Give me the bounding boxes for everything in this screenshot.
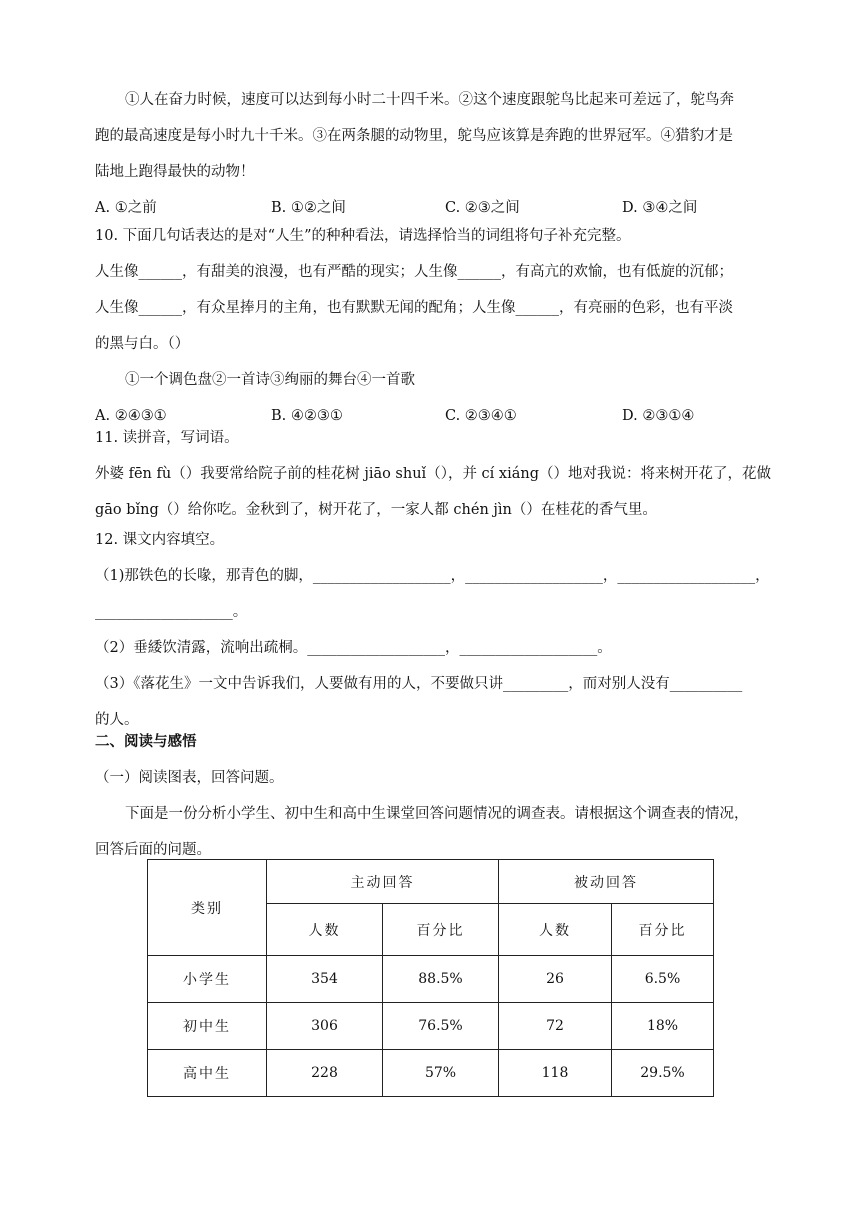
- q9-option-d[interactable]: D. ③④之间: [622, 200, 698, 216]
- q9-line-1: ①人在奋力时候，速度可以达到每小时二十四千米。②这个速度跟鸵鸟比起来可差远了，鸵鸟奔: [125, 92, 734, 108]
- table-row: [148, 956, 714, 1003]
- section-2-intro-line-1: 下面是一份分析小学生、初中生和高中生课堂回答问题情况的调查表。请根据这个调查表的情况，: [125, 806, 749, 822]
- table-row: [148, 1050, 714, 1097]
- header-passive-answer: 被动回答: [499, 860, 714, 904]
- table-row: [148, 1003, 714, 1050]
- active-percent-cell: 57%: [383, 1050, 499, 1097]
- section-2-subtitle: （一）阅读图表，回答问题。: [95, 770, 284, 786]
- q9-line-2: 跑的最高速度是每小时九十千米。③在两条腿的动物里，鸵鸟应该算是奔跑的世界冠军。④猎豹才是: [95, 128, 733, 144]
- passive-percent-cell: 29.5%: [612, 1050, 714, 1097]
- section-2-title: 二、阅读与感悟: [95, 733, 197, 750]
- table-header-row-1: [148, 860, 714, 904]
- section-2-intro-line-2: 回答后面的问题。: [95, 842, 211, 858]
- passive-percent-cell: 6.5%: [612, 956, 714, 1003]
- passive-count-cell: 26: [499, 956, 612, 1003]
- active-count-cell: 306: [267, 1003, 383, 1050]
- q11-stem: 11. 读拼音，写词语。: [95, 430, 239, 446]
- q10-line-2: 人生像______，有众星捧月的主角，也有默默无闻的配角；人生像______，有亮丽的色彩，也有平淡: [95, 300, 733, 316]
- header-passive-count: 人数: [499, 904, 612, 956]
- q10-line-3: 的黑与白。（）: [95, 336, 190, 352]
- passive-count-cell: 72: [499, 1003, 612, 1050]
- question-10: [95, 218, 767, 434]
- q11-line-1: 外婆 fēn fù（）我要常给院子前的桂花树 jiāo shuǐ（），并 cí xiáng（）地对我说：将来树开花了，花做: [95, 466, 771, 482]
- q10-stem: 10. 下面几句话表达的是对“人生”的种种看法，请选择恰当的词组将句子补充完整。: [95, 228, 631, 244]
- row-name: 初中生: [148, 1003, 267, 1050]
- passive-count-cell: 118: [499, 1050, 612, 1097]
- header-active-answer: 主动回答: [267, 860, 499, 904]
- active-count-cell: 228: [267, 1050, 383, 1097]
- question-9: [95, 82, 767, 226]
- survey-table: [147, 859, 714, 1097]
- header-active-count: 人数: [267, 904, 383, 956]
- active-percent-cell: 88.5%: [383, 956, 499, 1003]
- q12-part-2: （2）垂緌饮清露，流响出疏桐。___________________，___________________。: [95, 640, 612, 656]
- q10-option-a[interactable]: A. ②④③①: [95, 408, 167, 424]
- q10-word-list: ①一个调色盘②一首诗③绚丽的舞台④一首歌: [125, 372, 415, 388]
- q11-line-2: gāo bǐng（）给你吃。金秋到了，树开花了，一家人都 chén jìn（）在桂花的香气里。: [95, 502, 657, 518]
- header-active-percent: 百分比: [383, 904, 499, 956]
- active-count-cell: 354: [267, 956, 383, 1003]
- q12-stem: 12. 课文内容填空。: [95, 532, 225, 548]
- passive-percent-cell: 18%: [612, 1003, 714, 1050]
- section-2: [95, 724, 767, 868]
- row-name: 高中生: [148, 1050, 267, 1097]
- q9-line-3: 陆地上跑得最快的动物！: [95, 164, 255, 180]
- q10-option-c[interactable]: C. ②③④①: [445, 408, 517, 424]
- header-category: 类别: [148, 860, 267, 956]
- q9-option-b[interactable]: B. ①②之间: [271, 200, 346, 216]
- row-name: 小学生: [148, 956, 267, 1003]
- q12-part-1-line-2: ___________________。: [95, 604, 248, 620]
- active-percent-cell: 76.5%: [383, 1003, 499, 1050]
- q10-line-1: 人生像______，有甜美的浪漫，也有严酷的现实；人生像______，有高亢的欢愉，也有低旋的沉郁；: [95, 264, 733, 280]
- q9-option-c[interactable]: C. ②③之间: [445, 200, 520, 216]
- question-11: [95, 420, 771, 528]
- q12-part-3-line-2: 的人。: [95, 712, 139, 728]
- header-passive-percent: 百分比: [612, 904, 714, 956]
- q10-option-b[interactable]: B. ④②③①: [271, 408, 343, 424]
- question-12: [95, 522, 770, 738]
- q12-part-1-line-1: （1)那铁色的长喙，那青色的脚，___________________，___________________，___________________，: [95, 568, 770, 584]
- q12-part-3-line-1: （3）《落花生》一文中告诉我们，人要做有用的人，不要做只讲_________，而对别人没有__________: [95, 676, 743, 692]
- q9-option-a[interactable]: A. ①之前: [95, 200, 157, 216]
- q10-option-d[interactable]: D. ②③①④: [622, 408, 695, 424]
